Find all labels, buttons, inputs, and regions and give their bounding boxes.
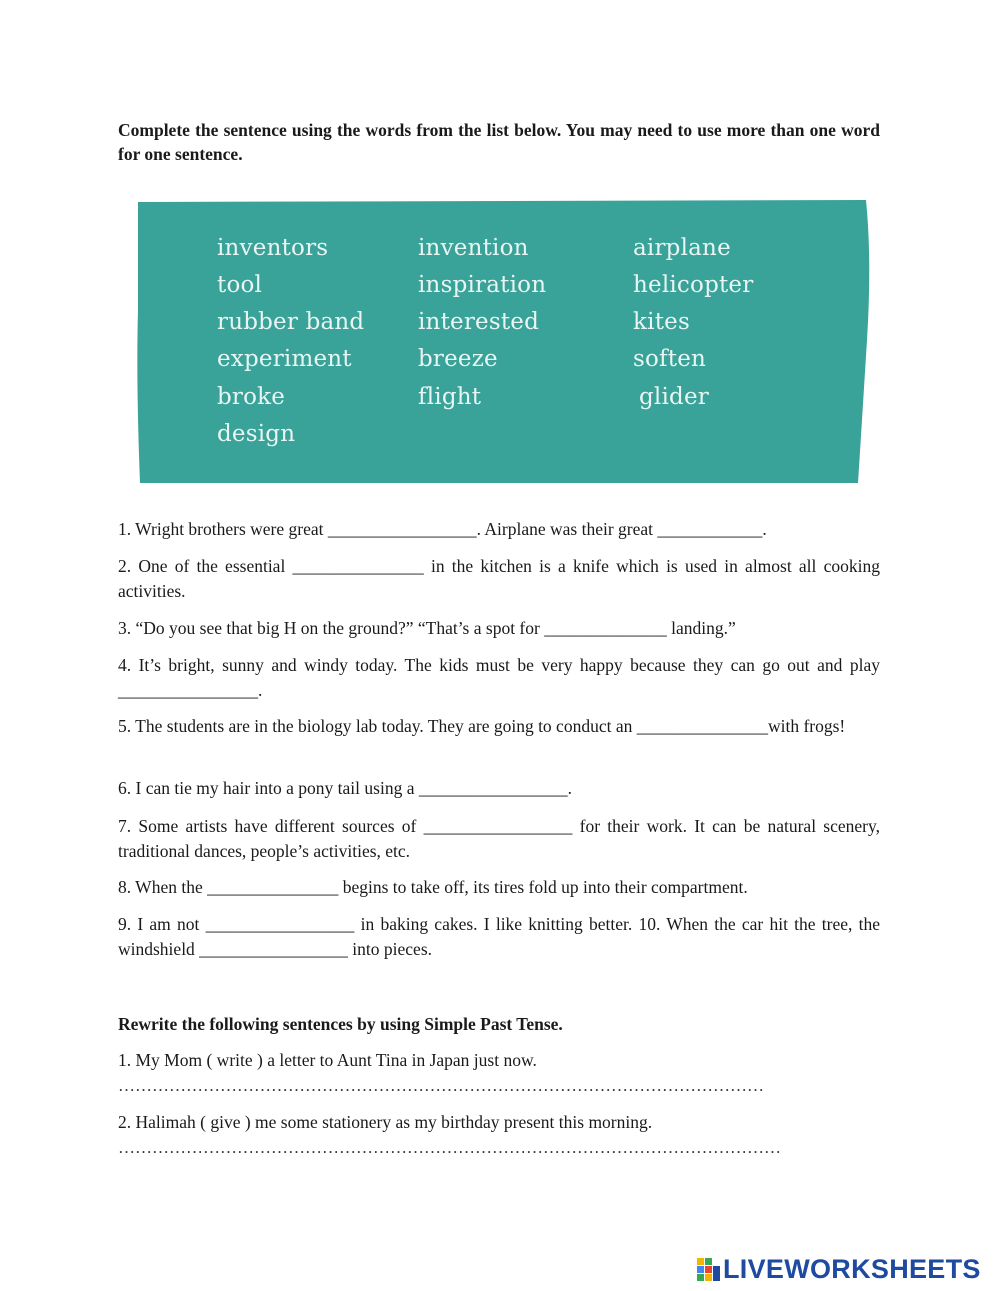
- question-4: 4. It’s bright, sunny and windy today. The kids must be very happy because they can go out and play ________________.: [118, 655, 880, 700]
- word-experiment: experiment: [217, 346, 352, 372]
- liveworksheets-logo: [697, 1256, 997, 1286]
- instructions-part2: Rewrite the following sentences by using Simple Past Tense.: [118, 1014, 563, 1034]
- question-7: 7. Some artists have different sources of _________________ for their work. It can be natural scenery, traditional dances, people’s activities, etc.: [118, 816, 880, 861]
- word-airplane: airplane: [633, 235, 731, 261]
- word-interested: interested: [418, 309, 540, 335]
- instructions-part1: Complete the sentence using the words from the list below. You may need to use more than one word for one sentence.: [118, 120, 880, 164]
- word-flight: flight: [418, 384, 482, 410]
- word-kites: kites: [633, 309, 690, 335]
- word-tool: tool: [217, 272, 263, 298]
- question-5: 5. The students are in the biology lab today. They are going to conduct an _______________with frogs!: [118, 716, 846, 736]
- question-8: 8. When the _______________ begins to take off, its tires fold up into their compartment.: [118, 877, 748, 897]
- word-breeze: breeze: [418, 346, 498, 372]
- liveworksheets-logo-icon: [697, 1258, 721, 1282]
- logo-text: LIVEWORKSHEETS: [723, 1254, 981, 1284]
- question-9-10: 9. I am not _________________ in baking cakes. I like knitting better. 10. When the car hit the tree, the windshield _________________ into pieces.: [118, 914, 880, 959]
- word-glider: glider: [639, 384, 709, 410]
- rewrite-2: 2. Halimah ( give ) me some stationery as my birthday present this morning.: [118, 1112, 653, 1132]
- word-design: design: [217, 421, 296, 447]
- question-3: 3. “Do you see that big H on the ground?” “That’s a spot for ______________ landing.”: [118, 618, 736, 638]
- question-2: 2. One of the essential _______________ in the kitchen is a knife which is used in almost all cooking activities.: [118, 556, 880, 601]
- word-rubber-band: rubber band: [217, 309, 365, 335]
- word-helicopter: helicopter: [633, 272, 754, 298]
- word-invention: invention: [418, 235, 529, 261]
- word-soften: soften: [633, 346, 707, 372]
- word-bank: [136, 200, 870, 485]
- answer-line-1[interactable]: ……………………………………………………………………………………………………: [118, 1076, 764, 1095]
- answer-line-2[interactable]: ………………………………………………………………………………………………………: [118, 1138, 781, 1157]
- word-inspiration: inspiration: [418, 272, 547, 298]
- word-inventors: inventors: [217, 235, 329, 261]
- word-broke: broke: [217, 384, 286, 410]
- question-6: 6. I can tie my hair into a pony tail using a _________________.: [118, 778, 572, 798]
- question-1: 1. Wright brothers were great _________________. Airplane was their great ____________.: [118, 519, 767, 539]
- rewrite-1: 1. My Mom ( write ) a letter to Aunt Tina in Japan just now.: [118, 1050, 537, 1070]
